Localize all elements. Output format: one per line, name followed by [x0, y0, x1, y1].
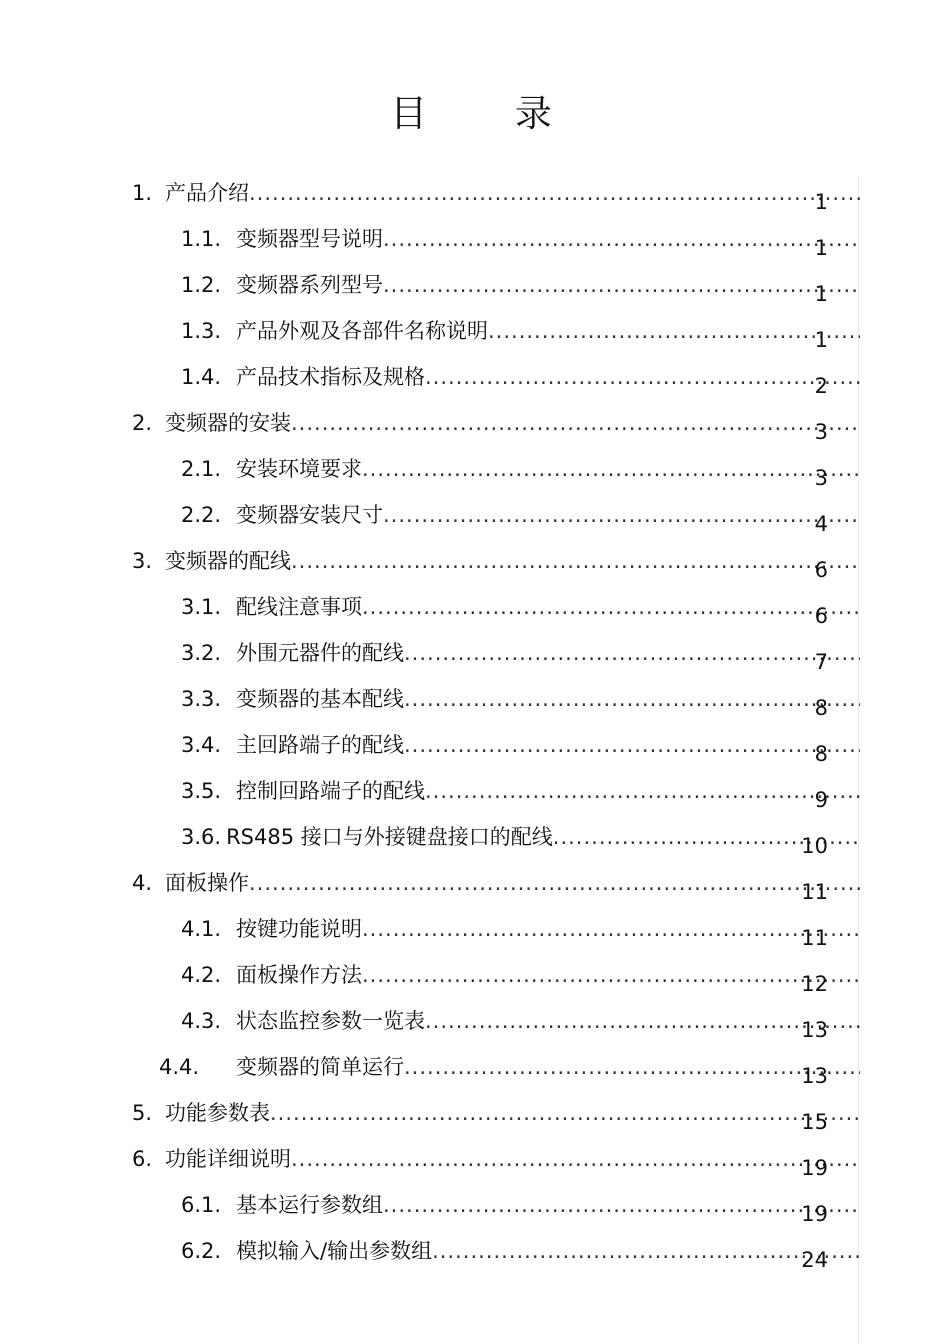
- toc-entry-number: 4.: [132, 871, 153, 895]
- toc-entry-title: 变频器的基本配线: [236, 687, 404, 711]
- toc-entry-number: 4.1.: [181, 917, 222, 941]
- toc-entry-number: 4.2.: [181, 963, 222, 987]
- toc-entry-title: 变频器安装尺寸: [236, 503, 383, 527]
- toc-entry-number: 2.: [132, 411, 153, 435]
- toc-entry-title: 模拟输入/输出参数组: [236, 1239, 433, 1263]
- toc-entry-title: 产品介绍: [165, 181, 249, 205]
- dot-leader: [362, 962, 860, 988]
- toc-entry-page: 10: [801, 834, 828, 858]
- toc-entry[interactable]: [0, 404, 860, 450]
- toc-entry[interactable]: [0, 1094, 860, 1140]
- toc-entry[interactable]: [0, 818, 860, 864]
- toc-entry-title: 产品外观及各部件名称说明: [236, 319, 488, 343]
- toc-entry[interactable]: [0, 450, 860, 496]
- dot-leader: [362, 594, 860, 620]
- toc-entry[interactable]: [0, 1186, 860, 1232]
- toc-entry-page: 6: [814, 558, 828, 582]
- toc-entry-page: 11: [801, 880, 828, 904]
- toc-entry[interactable]: [0, 1140, 860, 1186]
- toc-entry-title: 功能参数表: [165, 1101, 270, 1125]
- toc-entry-page: 2: [814, 374, 828, 398]
- toc-entry-page: 24: [801, 1248, 828, 1272]
- toc-entry-title: 配线注意事项: [236, 595, 362, 619]
- toc-entry-page: 8: [814, 742, 828, 766]
- toc-entry[interactable]: [0, 1002, 860, 1048]
- toc-entry-page: 19: [801, 1156, 828, 1180]
- dot-leader: [488, 318, 860, 344]
- toc-entry[interactable]: [0, 220, 860, 266]
- toc-entry[interactable]: [0, 496, 860, 542]
- toc-title: 目 录: [390, 91, 590, 135]
- toc-entry-page: 12: [801, 972, 828, 996]
- toc-entry-page: 7: [814, 650, 828, 674]
- dot-leader: [404, 1054, 860, 1080]
- toc-entry[interactable]: [0, 542, 860, 588]
- toc-entry-title: 外围元器件的配线: [236, 641, 404, 665]
- toc-entry-title: 变频器的安装: [165, 411, 291, 435]
- toc-entry-title: 变频器的简单运行: [236, 1055, 404, 1079]
- dot-leader: [291, 548, 860, 574]
- toc-entry-page: 3: [814, 420, 828, 444]
- toc-entry-title: 变频器系列型号: [236, 273, 383, 297]
- toc-entry-page: 1: [814, 282, 828, 306]
- toc-entry-number: 2.1.: [181, 457, 222, 481]
- toc-entry-number: 4.4.: [159, 1055, 200, 1079]
- toc-entry-title: 安装环境要求: [236, 457, 362, 481]
- toc-entry-number: 6.: [132, 1147, 153, 1171]
- toc-entry-title: 主回路端子的配线: [236, 733, 404, 757]
- toc-entry-number: 6.2.: [181, 1239, 222, 1263]
- dot-leader: [362, 916, 860, 942]
- toc-entry-number: 3.1.: [181, 595, 222, 619]
- dot-leader: [432, 1238, 860, 1264]
- toc-entry-number: 1.2.: [181, 273, 222, 297]
- toc-entry-page: 11: [801, 926, 828, 950]
- dot-leader: [404, 640, 860, 666]
- dot-leader: [270, 1100, 860, 1126]
- toc-entry-number: 1.4.: [181, 365, 222, 389]
- toc-entry-number: 1.1.: [181, 227, 222, 251]
- toc-entry-page: 13: [801, 1018, 828, 1042]
- toc-entry-title: 面板操作方法: [236, 963, 362, 987]
- dot-leader: [425, 364, 860, 390]
- toc-entry-page: 15: [801, 1110, 828, 1134]
- toc-entry[interactable]: [0, 910, 860, 956]
- dot-leader: [404, 732, 860, 758]
- toc-entry-title: 面板操作: [165, 871, 249, 895]
- toc-entry-page: 6: [814, 604, 828, 628]
- dot-leader: [425, 1008, 860, 1034]
- toc-entry-number: 4.3.: [181, 1009, 222, 1033]
- toc-entry[interactable]: [0, 1048, 860, 1094]
- toc-entry[interactable]: [0, 956, 860, 1002]
- dot-leader: [291, 1146, 860, 1172]
- toc-entry[interactable]: [0, 312, 860, 358]
- toc-entry[interactable]: [0, 358, 860, 404]
- toc-entry-page: 13: [801, 1064, 828, 1088]
- toc-entry-number: 3.: [132, 549, 153, 573]
- toc-entry-page: 3: [814, 466, 828, 490]
- toc-entry-page: 1: [814, 328, 828, 352]
- toc-entry-page: 19: [801, 1202, 828, 1226]
- toc-entry-number: 3.2.: [181, 641, 222, 665]
- toc-entry[interactable]: [0, 726, 860, 772]
- toc-entry-title: 控制回路端子的配线: [236, 779, 425, 803]
- toc-entry-number: 1.: [132, 181, 153, 205]
- dot-leader: [404, 686, 860, 712]
- toc-entry-title: 按键功能说明: [236, 917, 362, 941]
- toc-entry[interactable]: [0, 174, 860, 220]
- toc-entry-number: 3.4.: [181, 733, 222, 757]
- toc-entry[interactable]: [0, 680, 860, 726]
- toc-entry-title: 变频器型号说明: [236, 227, 383, 251]
- toc-entry[interactable]: [0, 266, 860, 312]
- toc-entry-title: 变频器的配线: [165, 549, 291, 573]
- toc-entry-page: 8: [814, 696, 828, 720]
- toc-entry[interactable]: [0, 864, 860, 910]
- toc-entry-number: 1.3.: [181, 319, 222, 343]
- dot-leader: [383, 226, 860, 252]
- toc-entry-number: 6.1.: [181, 1193, 222, 1217]
- dot-leader: [383, 1192, 860, 1218]
- toc-entry[interactable]: [0, 1232, 860, 1278]
- toc-entry-page: 4: [814, 512, 828, 536]
- toc-entry[interactable]: [0, 634, 860, 680]
- dot-leader: [362, 456, 860, 482]
- toc-entry-title: 产品技术指标及规格: [236, 365, 425, 389]
- toc-entry-number: 3.3.: [181, 687, 222, 711]
- toc-entry-number: 2.2.: [181, 503, 222, 527]
- toc-entry[interactable]: [0, 772, 860, 818]
- toc-entry-page: 1: [814, 190, 828, 214]
- dot-leader: [291, 410, 860, 436]
- toc-entry-page: 1: [814, 236, 828, 260]
- toc-entry-number: 5.: [132, 1101, 153, 1125]
- toc-entry-title: 功能详细说明: [165, 1147, 291, 1171]
- toc-entry-title: RS485 接口与外接键盘接口的配线: [226, 825, 553, 849]
- dot-leader: [249, 180, 860, 206]
- toc-entry-page: 9: [814, 788, 828, 812]
- dot-leader: [383, 502, 860, 528]
- dot-leader: [383, 272, 860, 298]
- dot-leader: [249, 870, 860, 896]
- toc-entry[interactable]: [0, 588, 860, 634]
- toc-entry-title: 基本运行参数组: [236, 1193, 383, 1217]
- dot-leader: [425, 778, 860, 804]
- toc-entry-number: 3.6.: [181, 825, 222, 849]
- table-of-contents: [0, 174, 860, 1278]
- toc-entry-title: 状态监控参数一览表: [236, 1009, 425, 1033]
- toc-entry-number: 3.5.: [181, 779, 222, 803]
